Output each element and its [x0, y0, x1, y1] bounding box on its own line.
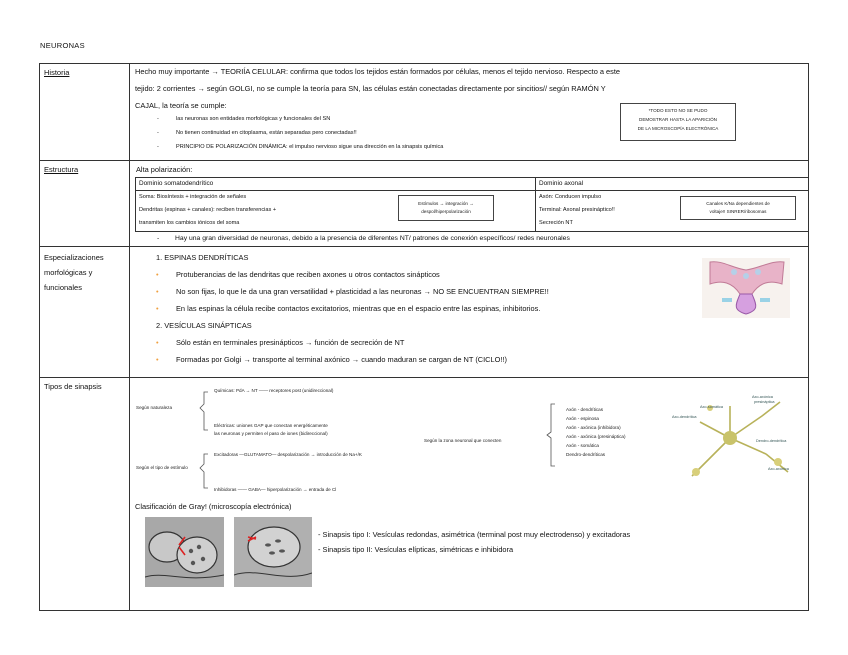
- zona-item: Axón - axónica (presináptica): [566, 434, 626, 439]
- bullet-dot: •: [156, 270, 159, 279]
- historia-note-box: [620, 103, 736, 141]
- somato-title: Dominio somatodendrítico: [139, 180, 214, 187]
- espinas-bullet-1: Protuberancias de las dendritas que reciben axones u otros contactos sinápticos: [176, 270, 440, 279]
- micrograph-type-1: [145, 517, 224, 587]
- bullet-dot: •: [156, 338, 159, 347]
- page-title: NEURONAS: [40, 41, 85, 50]
- note-line: Estímulos → integración →: [418, 201, 474, 206]
- neuron-image-label: Dendro-dendrítica: [756, 439, 787, 443]
- zona-brace: [545, 402, 557, 468]
- note-line: despol/hiperpolarización: [421, 209, 471, 214]
- estructura-footer: Hay una gran diversidad de neuronas, debido a la presencia de diferentes NT/ patrones de conexión específicos/ redes neuronales: [175, 235, 570, 242]
- diagram-label-zona: Según la zona neuronal que conecten: [424, 438, 502, 443]
- diagram-label-estimulo: Según el tipo de estímulo: [136, 465, 188, 470]
- gray-heading: Clasificación de Gray! (microscopía electrónica): [135, 502, 292, 511]
- note-line: DEMOSTRAR HASTA LA APARICIÓN: [639, 117, 717, 122]
- axonal-line-3: Secreción NT: [539, 220, 573, 226]
- estructura-label: Estructura: [44, 165, 79, 174]
- bullet-dash: -: [157, 116, 159, 122]
- zona-item: Axón - dendríticas: [566, 407, 604, 412]
- inner-divider: [135, 231, 809, 232]
- zona-item: Dendro-dendríticas: [566, 452, 606, 457]
- inner-divider: [135, 190, 809, 191]
- diagram-inhibidoras: Inhibidoras —— GABA— hiperpolarización → entrada de Cl: [214, 487, 337, 492]
- diagram-electricas-1: Eléctricas: uniones GAP que conectan energéticamente: [214, 423, 328, 428]
- historia-text-1: Hecho muy importante → TEORIÍA CELULAR: confirma que todos los tejidos están formados por células, menos el tejido nervioso. Respecto a este: [135, 67, 621, 76]
- inner-divider: [135, 177, 136, 231]
- sinapsis-tipo-2: - Sinapsis tipo II: Vesículas elípticas, simétricas e inhibidora: [318, 545, 514, 554]
- bullet-dash: -: [157, 144, 159, 150]
- neuron-image-label: Axo-axónica: [752, 395, 773, 399]
- diagram-quimicas: Químicas: PdA → NT —— receptores post (unidireccional): [214, 388, 334, 393]
- sinapsis-classification-diagram: [130, 378, 420, 498]
- espinas-bullet-3: En las espinas la célula recibe contactos excitatorios, mientras que en el espacio entre las espinas, inhibitorios.: [176, 304, 541, 313]
- espinas-bullet-2: No son fijas, lo que le da una gran versatilidad + plasticidad a las neuronas → NO SE ENCUENTRAN SIEMPRE!!: [176, 287, 549, 296]
- especializaciones-label-1: Especializaciones: [44, 253, 104, 262]
- especializaciones-label-3: funcionales: [44, 283, 82, 292]
- vesiculas-bullet-2: Formadas por Golgi → transporte al terminal axónico → cuando maduran se cargan de NT (CICLO!!): [176, 355, 507, 364]
- diagram-label-naturaleza: Según naturaleza: [136, 405, 173, 410]
- neuron-image-label: Axo-dendrítica: [672, 415, 697, 419]
- note-line: voltaje!! SINRER/ribosomas: [709, 209, 767, 214]
- tipos-label: Tipos de sinapsis: [44, 382, 102, 391]
- somato-line-1: Soma: Biosíntesis + integración de señales: [139, 194, 247, 200]
- bullet-dot: •: [156, 355, 159, 364]
- somato-note-box: [398, 195, 494, 221]
- neuron-image-label: Axo-axónica: [768, 467, 789, 471]
- bullet-dot: •: [156, 287, 159, 296]
- historia-bullet-3: PRINCIPIO DE POLARIZACIÓN DINÁMICA: el impulso nervioso sigue una dirección en la sinapsis química: [176, 144, 444, 150]
- dendritic-spine-illustration: [702, 258, 790, 318]
- historia-text-2: tejido: 2 corrientes → según GOLGI, no se cumple la teoría para SN, las células están conectadas directamente por sincitios// según RAMÓN Y: [135, 84, 606, 93]
- axonal-line-1: Axón: Conducen impulso: [539, 194, 602, 200]
- vesiculas-bullet-1: Sólo están en terminales presinápticos → función de secreción de NT: [176, 338, 405, 347]
- historia-text-3: CAJAL, la teoría se cumple:: [135, 101, 227, 110]
- zona-item: Axón - espinosa: [566, 416, 599, 421]
- historia-bullet-2: No tienen continuidad en citoplasma, están separadas pero conectadas!!: [176, 130, 357, 136]
- estructura-header: Alta polarización:: [136, 165, 193, 174]
- note-line: *TODO ESTO NO SE PUDO: [648, 108, 708, 113]
- zona-item: Axón - somática: [566, 443, 599, 448]
- micrograph-type-2: [234, 517, 312, 587]
- section-heading-espinas: 1. ESPINAS DENDRÍTICAS: [156, 253, 249, 262]
- note-line: DE LA MICROSCOPÍA ELECTRÓNICA: [637, 126, 719, 131]
- row-divider: [39, 160, 809, 161]
- neuron-image-label: presináptica: [754, 400, 775, 404]
- bullet-dot: •: [156, 304, 159, 313]
- bullet-dash: -: [157, 235, 160, 242]
- note-line: Canales K/Na dependientes de: [706, 201, 770, 206]
- somato-line-3: transmiten los cambios iónicos del soma: [139, 220, 240, 226]
- historia-bullet-1: las neuronas son entidades morfológicas y funcionales del SN: [176, 116, 331, 122]
- axonal-title: Dominio axonal: [539, 180, 584, 187]
- axonal-line-2: Terminal: Axonal presináptico!!: [539, 207, 615, 213]
- axonal-note-box: [680, 196, 796, 220]
- zona-item: Axón - axónica (inhibidora): [566, 425, 621, 430]
- row-divider: [39, 246, 809, 247]
- inner-divider: [135, 177, 809, 178]
- historia-label: Historia: [44, 68, 70, 77]
- column-divider: [129, 63, 130, 611]
- neuron-image-label: Axo-somática: [700, 405, 724, 409]
- sinapsis-tipo-1: - Sinapsis tipo I: Vesículas redondas, asimétrica (terminal post muy electrodenso) y excitadoras: [318, 530, 631, 539]
- somato-line-2: Dendritas (espinas + canales): reciben transferencias +: [139, 207, 277, 213]
- inner-divider: [535, 177, 536, 231]
- diagram-electricas-2: las neuronas y permiten el paso de iones (bidireccional): [214, 431, 328, 436]
- section-heading-vesiculas: 2. VESÍCULAS SINÁPTICAS: [156, 321, 252, 330]
- diagram-excitadoras: Excitadoras —GLUTAMATO— despolarización → introducción de Na+/K: [214, 452, 362, 457]
- especializaciones-label-2: morfológicas y: [44, 268, 93, 277]
- bullet-dash: -: [157, 130, 159, 136]
